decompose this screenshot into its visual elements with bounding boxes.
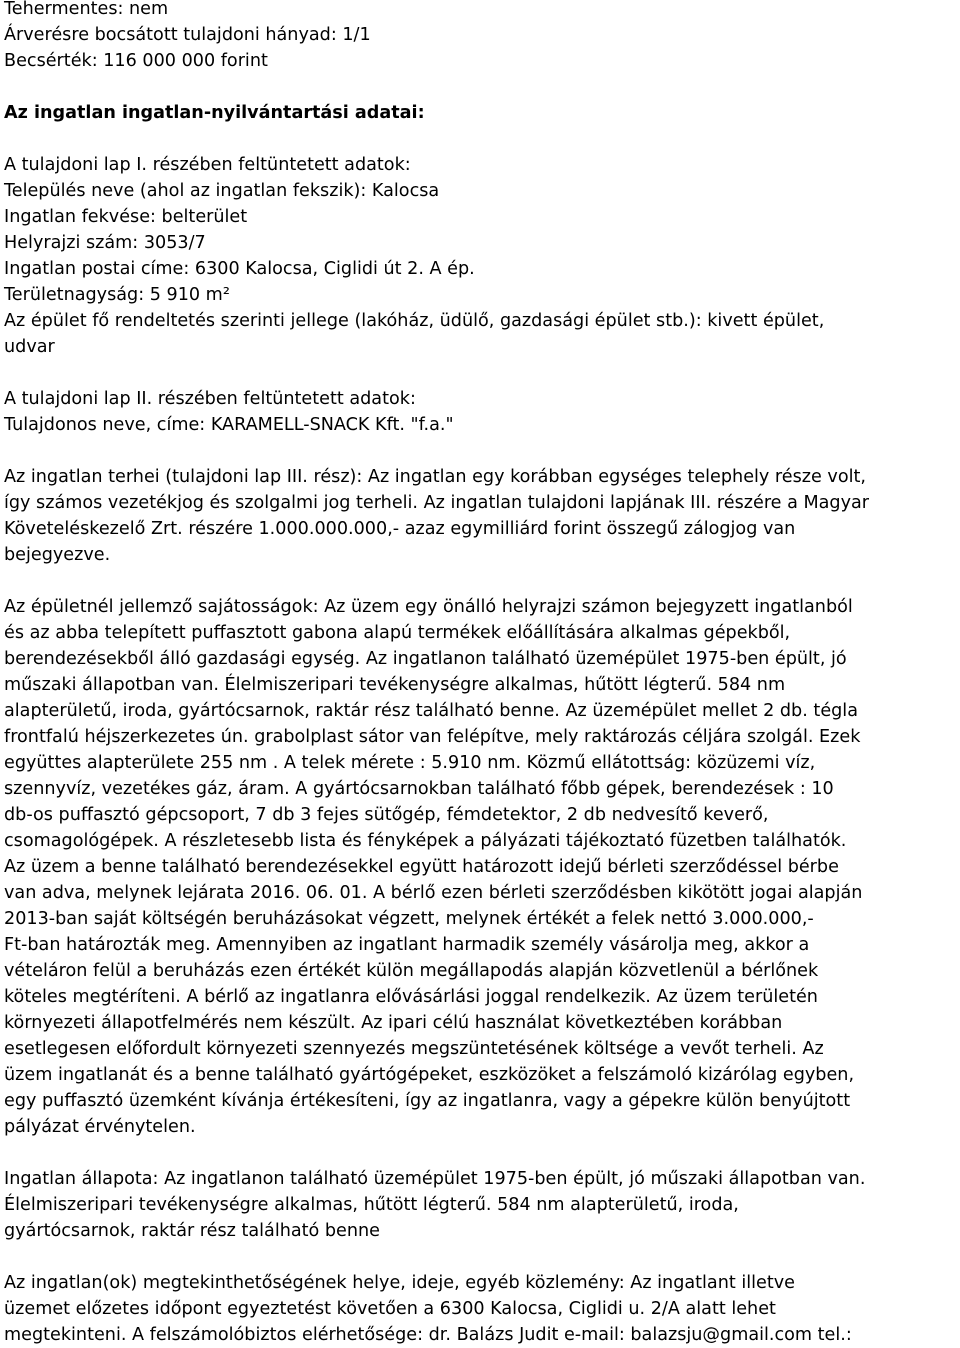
allapot-line: gyártócsarnok, raktár rész található benne — [4, 1221, 381, 1241]
sajatossagok-line: 2013-ban saját költségén beruházásokat végzett, melynek értékét a felek nettó 3.000.000,- — [4, 909, 814, 929]
sajatossagok-line: frontfalú héjszerkezetes ún. grabolplast sátor van felépítve, mely raktározás céljára szolgál. Ezek — [4, 727, 861, 747]
spacer — [4, 74, 960, 100]
sajatossagok-line: és az abba telepített puffasztott gabona alapú termékek előállítására alkalmas gépekből, — [4, 623, 791, 643]
sajatossagok-line: Az épületnél jellemző sajátosságok: Az üzem egy önálló helyrajzi számon bejegyzett ingatlanból — [4, 597, 853, 617]
terhek-line: Az ingatlan terhei (tulajdoni lap III. rész): Az ingatlan egy korábban egységes telephely része volt, — [4, 467, 866, 487]
sajatossagok-block — [4, 594, 960, 1140]
lap1-line: Település neve (ahol az ingatlan fekszik): Kalocsa — [4, 181, 440, 201]
section-title-block — [4, 100, 960, 126]
megtekintes-line: üzemet előzetes időpont egyeztetést követően a 6300 Kalocsa, Ciglidi u. 2/A alatt lehet — [4, 1299, 776, 1319]
terhek-block — [4, 464, 960, 568]
becsertek-line: Becsérték: 116 000 000 forint — [4, 51, 268, 71]
lap1-block — [4, 152, 960, 360]
sajatossagok-line: köteles megtéríteni. A bérlő az ingatlanra elővásárlási joggal rendelkezik. Az üzem területén — [4, 987, 818, 1007]
lap2-line: A tulajdoni lap II. részében feltüntetett adatok: — [4, 389, 416, 409]
sajatossagok-line: üzem ingatlanát és a benne található gyártógépeket, eszközöket a felszámoló kizárólag egyben, — [4, 1065, 855, 1085]
sajatossagok-line: környezeti állapotfelmérés nem készült. Az ipari célú használat következtében korábban — [4, 1013, 783, 1033]
sajatossagok-line: esetlegesen előfordult környezeti szennyezés megszüntetésének költsége a vevőt terheli. Az — [4, 1039, 824, 1059]
sajatossagok-line: alapterületű, iroda, gyártócsarnok, raktár rész található benne. Az üzemépület mellet 2 db. tégla — [4, 701, 858, 721]
lap1-line: udvar — [4, 337, 55, 357]
sajatossagok-line: műszaki állapotban van. Élelmiszeripari tevékenységre alkalmas, hűtött légterű. 584 nm — [4, 675, 786, 695]
sajatossagok-line: vételáron felül a beruházás ezen értékét külön megállapodás alapján közvetlenül a bérlőnek — [4, 961, 819, 981]
sajatossagok-line: Ft-ban határozták meg. Amennyiben az ingatlant harmadik személy vásárolja meg, akkor a — [4, 935, 810, 955]
section-title: Az ingatlan ingatlan-nyilvántartási adatai: — [4, 103, 425, 123]
lap1-line: Területnagyság: 5 910 m² — [4, 285, 230, 305]
sajatossagok-line: egy puffasztó üzemként kívánja értékesíteni, így az ingatlanra, vagy a gépekre külön benyújtott — [4, 1091, 851, 1111]
lap2-block — [4, 386, 960, 438]
terhek-line: Követeléskezelő Zrt. részére 1.000.000.000,- azaz egymilliárd forint összegű zálogjog van — [4, 519, 796, 539]
megtekintes-line: Az ingatlan(ok) megtekinthetőségének helye, ideje, egyéb közlemény: Az ingatlant illetve — [4, 1273, 795, 1293]
sajatossagok-line: szennyvíz, vezetékes gáz, áram. A gyártócsarnokban található főbb gépek, berendezések : 10 — [4, 779, 834, 799]
allapot-block — [4, 1166, 960, 1244]
lap1-line: Ingatlan fekvése: belterület — [4, 207, 248, 227]
sajatossagok-line: pályázat érvénytelen. — [4, 1117, 196, 1137]
spacer — [4, 1244, 960, 1270]
spacer — [4, 126, 960, 152]
megtekintes-block — [4, 1270, 960, 1348]
sajatossagok-line: db-os puffasztó gépcsoport, 7 db 3 fejes sütőgép, fémdetektor, 2 db nedvesítő keverő, — [4, 805, 769, 825]
header-block — [4, 0, 960, 74]
lap1-line: A tulajdoni lap I. részében feltüntetett adatok: — [4, 155, 411, 175]
sajatossagok-line: berendezésekből álló gazdasági egység. Az ingatlanon található üzemépület 1975-ben épült, jó — [4, 649, 847, 669]
lap2-line: Tulajdonos neve, címe: KARAMELL-SNACK Kft. "f.a." — [4, 415, 454, 435]
lap1-line: Az épület fő rendeltetés szerinti jellege (lakóház, üdülő, gazdasági épület stb.): kivett épület, — [4, 311, 825, 331]
sajatossagok-line: van adva, melynek lejárata 2016. 06. 01. A bérlő ezen bérleti szerződésben kikötött jogai alapján — [4, 883, 863, 903]
spacer — [4, 568, 960, 594]
megtekintes-line: megtekinteni. A felszámolóbiztos elérhetősége: dr. Balázs Judit e-mail: balazsju@gmail.com tel.: — [4, 1325, 852, 1345]
sajatossagok-line: csomagológépek. A részletesebb lista és fényképek a pályázati tájékoztató füzetben találhatók. — [4, 831, 847, 851]
sajatossagok-line: együttes alapterülete 255 nm . A telek mérete : 5.910 nm. Közmű ellátottság: közüzemi víz, — [4, 753, 816, 773]
allapot-line: Élelmiszeripari tevékenységre alkalmas, hűtött légterű. 584 nm alapterületű, iroda, — [4, 1195, 739, 1215]
terhek-line: bejegyezve. — [4, 545, 111, 565]
allapot-line: Ingatlan állapota: Az ingatlanon található üzemépület 1975-ben épült, jó műszaki állapotban van. — [4, 1169, 866, 1189]
hanyad-line: Árverésre bocsátott tulajdoni hányad: 1/1 — [4, 25, 371, 45]
sajatossagok-line: Az üzem a benne található berendezésekkel együtt határozott idejű bérleti szerződéssel bérbe — [4, 857, 839, 877]
lap1-line: Ingatlan postai címe: 6300 Kalocsa, Ciglidi út 2. A ép. — [4, 259, 475, 279]
spacer — [4, 438, 960, 464]
spacer — [4, 1140, 960, 1166]
terhek-line: így számos vezetékjog és szolgalmi jog terheli. Az ingatlan tulajdoni lapjának III. részére a Magyar — [4, 493, 870, 513]
lap1-line: Helyrajzi szám: 3053/7 — [4, 233, 206, 253]
spacer — [4, 360, 960, 386]
tehermentes-line: Tehermentes: nem — [4, 0, 169, 19]
